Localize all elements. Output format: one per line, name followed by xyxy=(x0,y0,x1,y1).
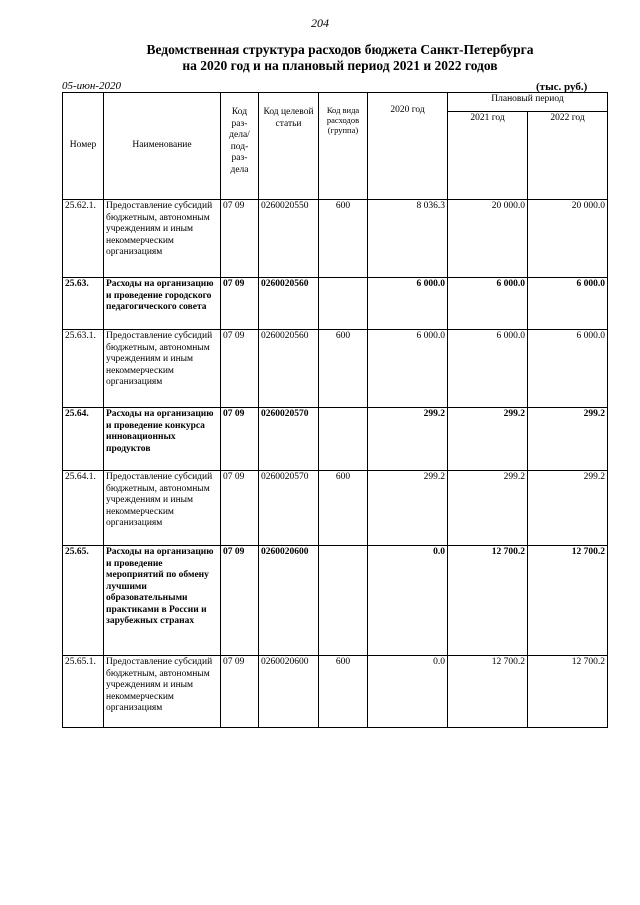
table-row xyxy=(63,330,608,408)
row-value-2021: 299.2 xyxy=(448,471,528,546)
row-value-2020: 6 000.0 xyxy=(368,330,448,408)
row-name: Предоставление субсидий бюджетным, автономным учреждениям и иным некоммерческим организациям xyxy=(104,200,221,278)
row-razdel: 07 09 xyxy=(221,278,259,330)
row-value-2022: 299.2 xyxy=(528,471,608,546)
row-name: Предоставление субсидий бюджетным, автономным учреждениям и иным некоммерческим организациям xyxy=(104,471,221,546)
row-number: 25.65. xyxy=(63,546,104,656)
row-value-2020: 8 036.3 xyxy=(368,200,448,278)
row-number: 25.63. xyxy=(63,278,104,330)
row-razdel: 07 09 xyxy=(221,330,259,408)
row-value-2020: 299.2 xyxy=(368,408,448,471)
table-row xyxy=(63,546,608,656)
document-date: 05-июн-2020 xyxy=(62,80,122,92)
row-value-2020: 299.2 xyxy=(368,471,448,546)
row-number: 25.65.1. xyxy=(63,656,104,728)
row-target-code: 0260020600 xyxy=(259,656,319,728)
table-row xyxy=(63,408,608,471)
row-value-2022: 6 000.0 xyxy=(528,278,608,330)
row-value-2022: 20 000.0 xyxy=(528,200,608,278)
header-target-code: Код целевой статьи xyxy=(259,93,319,200)
row-value-2022: 12 700.2 xyxy=(528,656,608,728)
row-value-2022: 12 700.2 xyxy=(528,546,608,656)
header-number: Номер xyxy=(63,93,104,200)
row-expense-type xyxy=(319,408,368,471)
row-target-code: 0260020550 xyxy=(259,200,319,278)
row-razdel: 07 09 xyxy=(221,471,259,546)
row-value-2021: 6 000.0 xyxy=(448,278,528,330)
row-number: 25.64.1. xyxy=(63,471,104,546)
row-number: 25.64. xyxy=(63,408,104,471)
table-row xyxy=(63,278,608,330)
row-target-code: 0260020560 xyxy=(259,330,319,408)
row-expense-type xyxy=(319,278,368,330)
row-value-2021: 299.2 xyxy=(448,408,528,471)
table-row xyxy=(63,200,608,278)
title-line-1: Ведомственная структура расходов бюджета Санкт-Петербурга xyxy=(146,42,534,57)
header-expense-type: Код вида расходов (группа) xyxy=(319,93,368,200)
row-value-2022: 299.2 xyxy=(528,408,608,471)
title-line-2: на 2020 год и на плановый период 2021 и 2022 годов xyxy=(182,58,498,73)
row-value-2020: 0.0 xyxy=(368,656,448,728)
document-title xyxy=(60,42,620,74)
units-label: (тыс. руб.) xyxy=(536,81,588,93)
row-target-code: 0260020600 xyxy=(259,546,319,656)
row-target-code: 0260020560 xyxy=(259,278,319,330)
row-value-2021: 12 700.2 xyxy=(448,656,528,728)
row-name: Предоставление субсидий бюджетным, автономным учреждениям и иным некоммерческим организациям xyxy=(104,656,221,728)
header-2021: 2021 год xyxy=(448,112,528,200)
table-row xyxy=(63,656,608,728)
row-razdel: 07 09 xyxy=(221,656,259,728)
row-number: 25.62.1. xyxy=(63,200,104,278)
row-expense-type xyxy=(319,546,368,656)
row-expense-type: 600 xyxy=(319,200,368,278)
table-body xyxy=(63,200,608,728)
header-2020: 2020 год xyxy=(368,93,448,200)
row-value-2020: 0.0 xyxy=(368,546,448,656)
header-name: Наименование xyxy=(104,93,221,200)
row-razdel: 07 09 xyxy=(221,200,259,278)
page-number: 204 xyxy=(311,16,329,30)
expenditure-table xyxy=(62,92,608,728)
row-value-2020: 6 000.0 xyxy=(368,278,448,330)
table-row xyxy=(63,471,608,546)
row-value-2022: 6 000.0 xyxy=(528,330,608,408)
row-name: Предоставление субсидий бюджетным, автономным учреждениям и иным некоммерческим организациям xyxy=(104,330,221,408)
header-2022: 2022 год xyxy=(528,112,608,200)
header-plan-period: Плановый период xyxy=(448,93,608,112)
row-value-2021: 6 000.0 xyxy=(448,330,528,408)
row-number: 25.63.1. xyxy=(63,330,104,408)
row-value-2021: 12 700.2 xyxy=(448,546,528,656)
row-expense-type: 600 xyxy=(319,330,368,408)
row-name: Расходы на организацию и проведение мероприятий по обмену лучшими образовательными практиками в России и зарубежных странах xyxy=(104,546,221,656)
row-name: Расходы на организацию и проведение конкурса инновационных продуктов xyxy=(104,408,221,471)
row-value-2021: 20 000.0 xyxy=(448,200,528,278)
row-name: Расходы на организацию и проведение городского педагогического совета xyxy=(104,278,221,330)
row-razdel: 07 09 xyxy=(221,546,259,656)
header-razdel: Код раз- дела/ под- раз- дела xyxy=(221,93,259,200)
row-target-code: 0260020570 xyxy=(259,408,319,471)
row-target-code: 0260020570 xyxy=(259,471,319,546)
row-expense-type: 600 xyxy=(319,656,368,728)
row-expense-type: 600 xyxy=(319,471,368,546)
row-razdel: 07 09 xyxy=(221,408,259,471)
